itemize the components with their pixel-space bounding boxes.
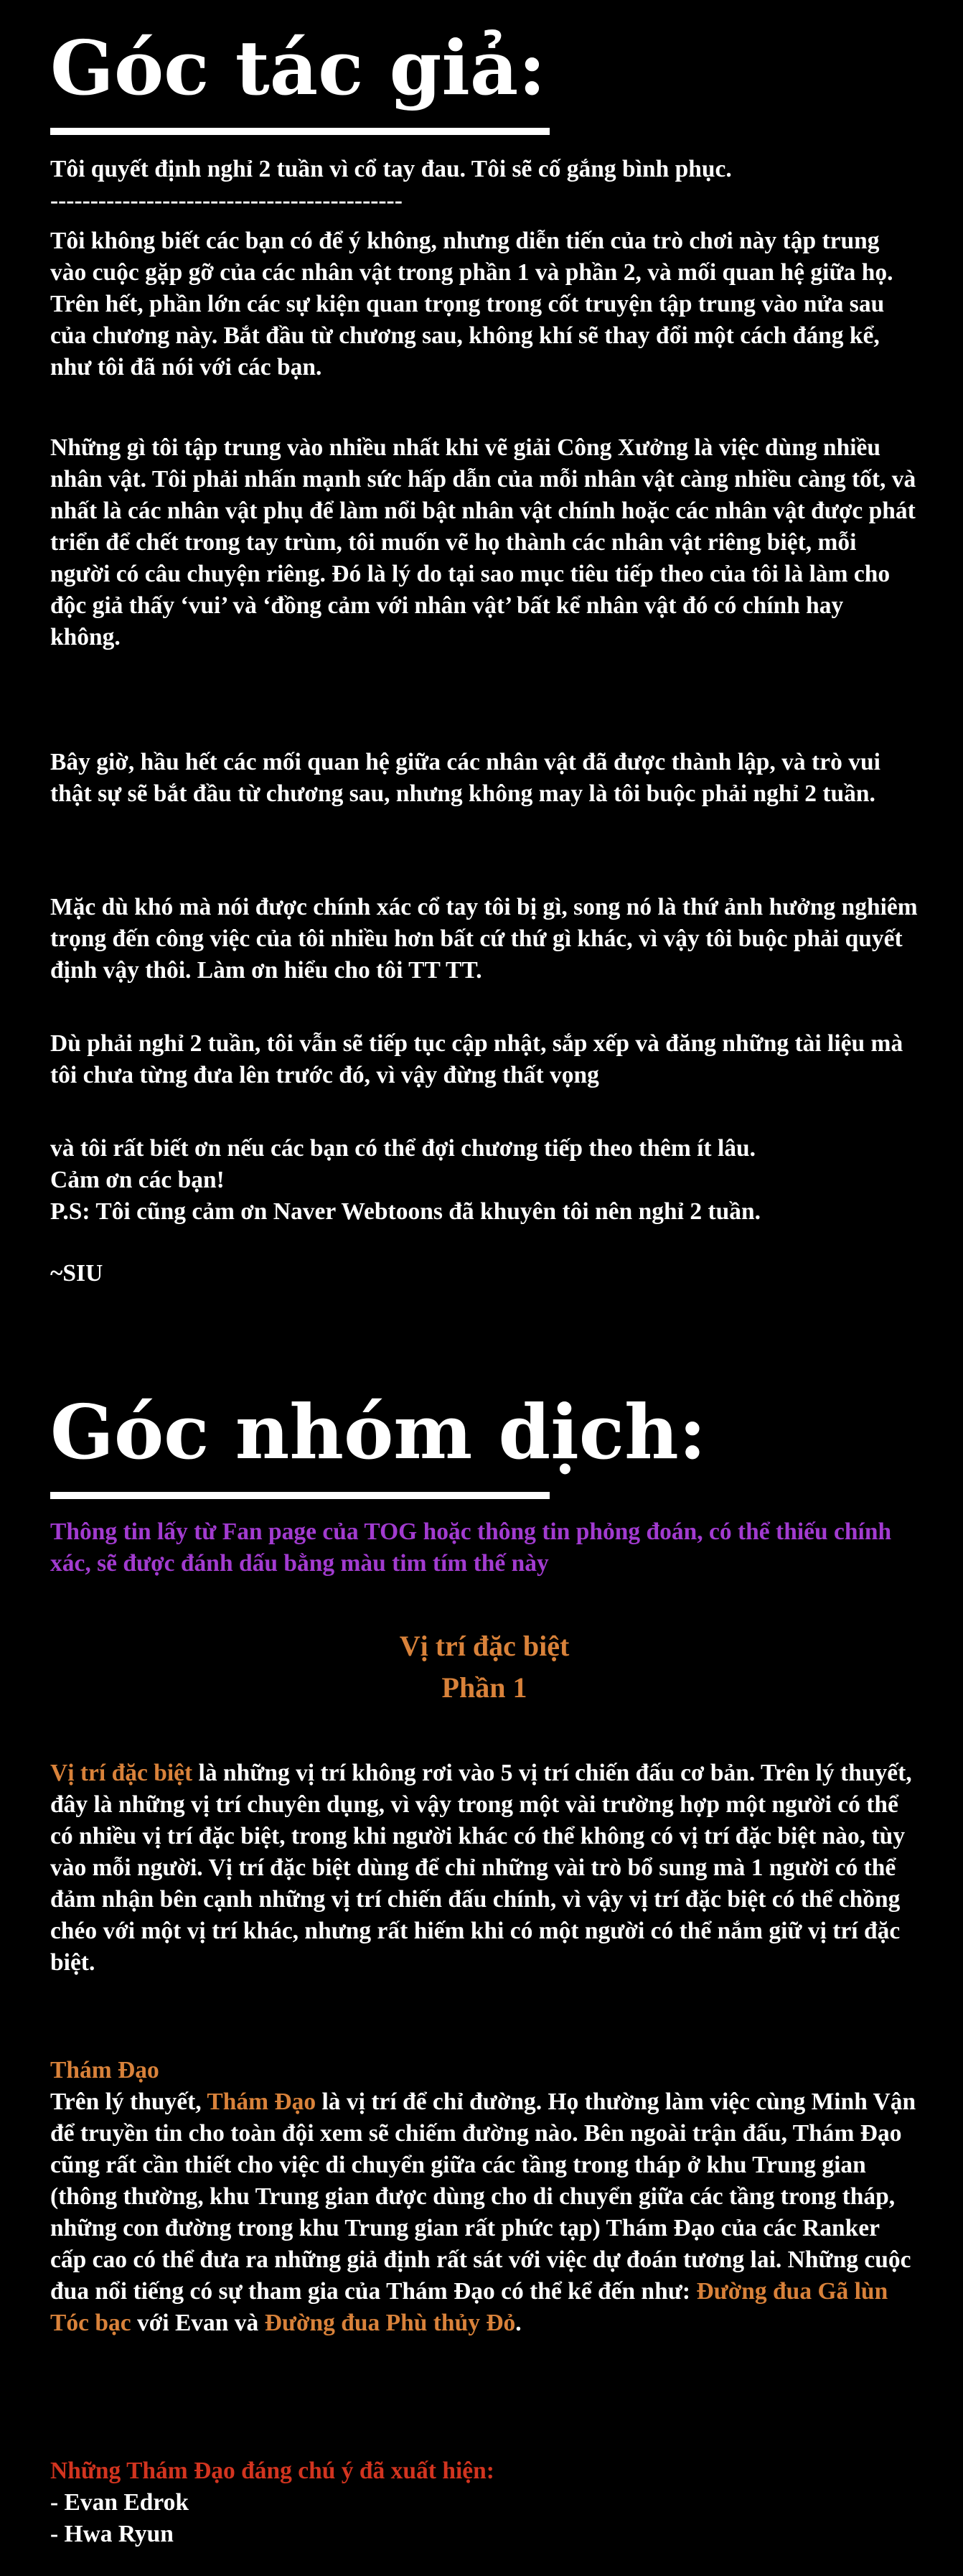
translator-note-text: Thông tin lấy từ Fan page của TOG hoặc thông tin phỏng đoán, có thể thiếu chính xác, sẽ được đánh dấu bằng màu tim tím thế này	[50, 1518, 892, 1577]
author-paragraph-6c: P.S: Tôi cũng cảm ơn Naver Webtoons đã khuyên tôi nên nghỉ 2 tuần.	[50, 1198, 761, 1225]
notable-scout-item: - Hwa Ryun	[50, 2521, 174, 2547]
special-position-highlight: Vị trí đặc biệt	[50, 1760, 193, 1786]
section-heading-title: Vị trí đặc biệt	[399, 1630, 570, 1662]
scout-body-middle: là vị trí để chỉ đường. Họ thường làm việc cùng Minh Vận để truyền tin cho toàn đội xem sẽ chiếm đường nào. Bên ngoài trận đấu, Thám Đạo cũng rất cần thiết cho việc di chuyển giữa các tầng trong tháp ở khu Trung gian (thông thường, khu Trung gian được dùng cho di chuyển giữa các tầng trong tháp, những con đường trong khu Trung gian rất phức tạp) Thám Đạo của các Ranker cấp cao có thể đưa ra những giả định rất sát với việc dự đoán tương lai. Những cuộc đua nổi tiếng có sự tham gia của Thám Đạo có thể kể đến như:	[50, 2089, 916, 2305]
author-paragraph-3-text: Bây giờ, hầu hết các mối quan hệ giữa các nhân vật đã được thành lập, và trò vui thật sự sẽ bắt đầu từ chương sau, nhưng không may là tôi buộc phải nghỉ 2 tuần.	[50, 749, 880, 807]
author-signature	[50, 1258, 919, 1289]
notable-scouts-title: Những Thám Đạo đáng chú ý đã xuất hiện:	[50, 2458, 494, 2484]
section-heading	[50, 1625, 919, 1709]
author-paragraph-5-text: Dù phải nghỉ 2 tuần, tôi vẫn sẽ tiếp tục cập nhật, sắp xếp và đăng những tài liệu mà tôi chưa từng đưa lên trước đó, vì vậy đừng thất vọng	[50, 1030, 903, 1088]
author-paragraph-1	[50, 225, 919, 383]
section-heading-part: Phần 1	[441, 1671, 527, 1704]
author-paragraph-6a: và tôi rất biết ơn nếu các bạn có thể đợi chương tiếp theo thêm ít lâu.	[50, 1135, 756, 1162]
author-title-underline	[50, 128, 550, 135]
author-paragraph-2	[50, 432, 919, 653]
special-position-body: là những vị trí không rơi vào 5 vị trí chiến đấu cơ bản. Trên lý thuyết, đây là những vị trí chuyên dụng, vì vậy trong một vài trường hợp một người có thể có nhiều vị trí đặc biệt, trong khi người khác có thể không có vị trí đặc biệt nào, tùy vào mỗi người. Vị trí đặc biệt dùng để chỉ những vài trò bổ sung mà 1 người có thể đảm nhận bên cạnh những vị trí chiến đấu chính, vì vậy vị trí đặc biệt có thể chồng chéo với một vị trí khác, nhưng rất hiếm khi có một người có thể nắm giữ vị trí đặc biệt.	[50, 1760, 912, 1976]
scout-section-body	[50, 2086, 919, 2339]
author-paragraph-4	[50, 892, 919, 986]
author-paragraph-1-text: Tôi không biết các bạn có để ý không, nhưng diễn tiến của trò chơi này tập trung vào cuộc gặp gỡ của các nhân vật trong phần 1 và phần 2, và mối quan hệ giữa họ. Trên hết, phần lớn các sự kiện quan trọng trong cốt truyện tập trung vào nửa sau của chương này. Bắt đầu từ chương sau, không khí sẽ thay đổi một cách đáng kể, như tôi đã nói với các bạn.	[50, 228, 893, 381]
translator-title-underline	[50, 1492, 550, 1499]
author-signature-text: ~SIU	[50, 1260, 103, 1287]
author-paragraph-6	[50, 1133, 919, 1228]
scout-body-end: .	[515, 2310, 522, 2336]
notable-scouts	[50, 2455, 919, 2550]
author-line-1: Tôi quyết định nghỉ 2 tuần vì cổ tay đau. Tôi sẽ cố gắng bình phục.	[50, 156, 732, 182]
race-2-highlight: Đường đua Phù thủy Đỏ	[264, 2310, 516, 2336]
race-1-highlight: Đường đua Gã lùn Tóc bạc	[50, 2278, 888, 2336]
author-paragraph-6b: Cảm ơn các bạn!	[50, 1167, 225, 1193]
translator-note	[50, 1516, 919, 1579]
translator-corner-title: Góc nhóm dịch:	[50, 1388, 707, 1476]
special-position-paragraph	[50, 1758, 919, 1979]
scout-highlight: Thám Đạo	[207, 2089, 316, 2115]
notable-scout-item: - Evan Edrok	[50, 2489, 189, 2516]
author-paragraph-5	[50, 1028, 919, 1091]
scout-section-title: Thám Đạo	[50, 2057, 159, 2083]
author-corner-title: Góc tác giả:	[50, 24, 546, 112]
author-paragraph-4-text: Mặc dù khó mà nói được chính xác cổ tay tôi bị gì, song nó là thứ ảnh hưởng nghiêm trọng đến công việc của tôi nhiều hơn bất cứ thứ gì khác, vì vậy tôi buộc phải quyết định vậy thôi. Làm ơn hiểu cho tôi TT TT.	[50, 894, 918, 984]
scout-section	[50, 2055, 919, 2339]
scout-body-start: Trên lý thuyết,	[50, 2089, 207, 2115]
special-position-text	[50, 1758, 919, 1979]
author-paragraph-2-text: Những gì tôi tập trung vào nhiều nhất khi vẽ giải Công Xưởng là việc dùng nhiều nhân vật. Tôi phải nhấn mạnh sức hấp dẫn của mỗi nhân vật càng nhiều càng tốt, và nhất là các nhân vật phụ để làm nổi bật nhân vật chính hoặc các nhân vật được phát triển để chết trong tay trùm, tôi muốn vẽ họ thành các nhân vật riêng biệt, mỗi người có câu chuyện riêng. Đó là lý do tại sao mục tiêu tiếp theo của tôi là làm cho độc giả thấy ‘vui’ và ‘đồng cảm với nhân vật’ bất kể nhân vật đó có chính hay không.	[50, 434, 916, 650]
author-note-intro	[50, 154, 919, 217]
divider-line: --------------------------------------------	[50, 187, 403, 214]
author-paragraph-3	[50, 747, 919, 810]
scout-body-with: với Evan và	[131, 2310, 265, 2336]
